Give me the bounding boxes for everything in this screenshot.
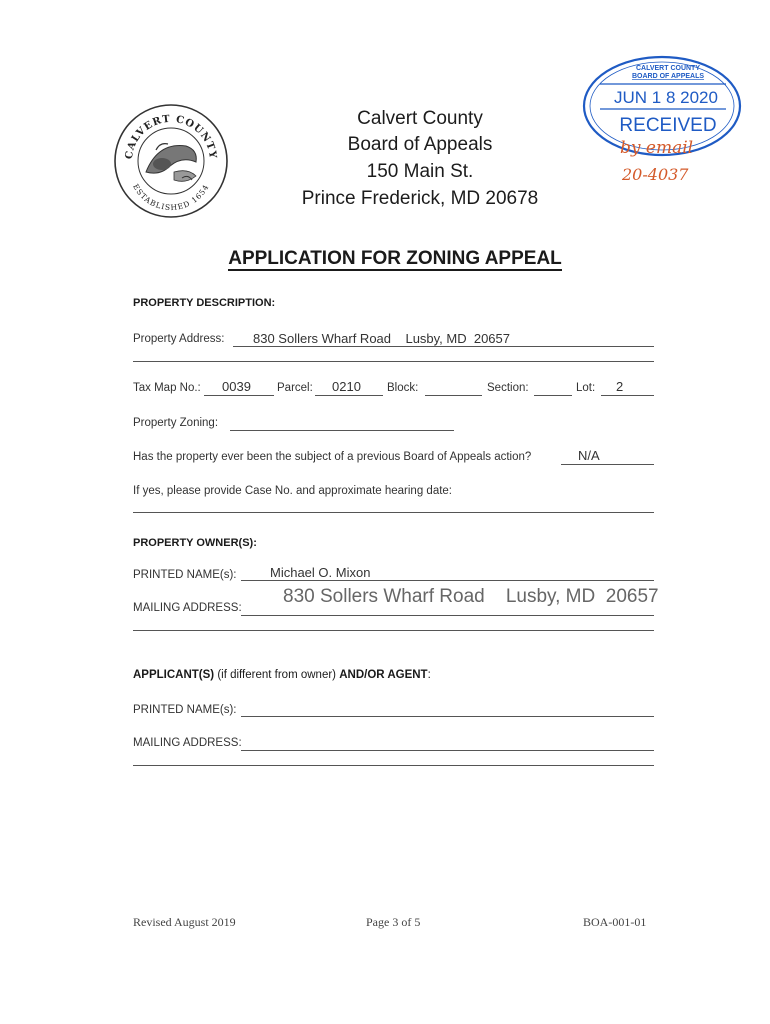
property-description-heading: PROPERTY DESCRIPTION: bbox=[133, 297, 276, 309]
property-address-line bbox=[233, 346, 654, 347]
parcel-value[interactable]: 0210 bbox=[332, 379, 361, 394]
svg-text:JUN 1 8 2020: JUN 1 8 2020 bbox=[614, 88, 718, 107]
lot-line bbox=[601, 395, 654, 396]
section-line[interactable] bbox=[534, 395, 572, 396]
parcel-label: Parcel: bbox=[277, 382, 313, 394]
stamp-case-number: 20-4037 bbox=[622, 165, 689, 184]
property-address-value[interactable]: 830 Sollers Wharf Road Lusby, MD 20657 bbox=[253, 331, 510, 346]
lot-value[interactable]: 2 bbox=[616, 379, 624, 394]
owner-mailing-label: MAILING ADDRESS: bbox=[133, 602, 242, 614]
property-zoning-label: Property Zoning: bbox=[133, 417, 219, 429]
applicant-mailing-line[interactable] bbox=[241, 750, 654, 751]
applicant-heading: APPLICANT(S) (if different from owner) AND/OR AGENT: bbox=[133, 669, 431, 681]
previous-action-value[interactable]: N/A bbox=[578, 448, 600, 463]
owner-name-value[interactable]: Michael O. Mixon bbox=[270, 565, 371, 580]
previous-action-line bbox=[561, 464, 654, 465]
form-title: APPLICATION FOR ZONING APPEAL bbox=[228, 248, 562, 269]
header-city: Prince Frederick, MD 20678 bbox=[301, 188, 539, 209]
property-owner-heading: PROPERTY OWNER(S): bbox=[133, 537, 257, 549]
lot-label: Lot: bbox=[576, 382, 596, 394]
applicant-name-line[interactable] bbox=[241, 716, 654, 717]
applicant-mailing-line-2[interactable] bbox=[133, 765, 654, 766]
stamp-note: by email bbox=[620, 138, 694, 158]
block-label: Block: bbox=[387, 382, 419, 394]
footer-revised: Revised August 2019 bbox=[133, 915, 236, 929]
tax-map-label: Tax Map No.: bbox=[133, 382, 201, 394]
tax-map-value[interactable]: 0039 bbox=[222, 379, 251, 394]
svg-text:BOARD OF APPEALS: BOARD OF APPEALS bbox=[631, 73, 705, 80]
property-address-line-2 bbox=[133, 361, 654, 362]
svg-text:ESTABLISHED 1654: ESTABLISHED 1654 bbox=[131, 182, 211, 213]
section-label: Section: bbox=[487, 382, 529, 394]
case-number-question: If yes, please provide Case No. and approximate hearing date: bbox=[133, 485, 452, 497]
property-zoning-line[interactable] bbox=[230, 430, 454, 431]
owner-name-line bbox=[241, 580, 654, 581]
previous-action-question: Has the property ever been the subject of a previous Board of Appeals action? bbox=[133, 451, 532, 463]
owner-name-label: PRINTED NAME(s): bbox=[133, 569, 237, 581]
applicant-mailing-label: MAILING ADDRESS: bbox=[133, 737, 242, 749]
header-board: Board of Appeals bbox=[347, 134, 493, 155]
case-number-line[interactable] bbox=[133, 512, 654, 513]
footer-page-number: Page 3 of 5 bbox=[366, 915, 421, 929]
owner-mailing-line-2 bbox=[133, 630, 654, 631]
footer-form-id: BOA-001-01 bbox=[583, 915, 647, 929]
svg-text:CALVERT COUNTY: CALVERT COUNTY bbox=[635, 65, 701, 72]
block-line[interactable] bbox=[425, 395, 482, 396]
header-street: 150 Main St. bbox=[366, 161, 474, 182]
owner-mailing-line bbox=[241, 615, 654, 616]
property-address-label: Property Address: bbox=[133, 333, 225, 345]
svg-text:RECEIVED: RECEIVED bbox=[619, 115, 717, 136]
svg-text:CALVERT COUNTY: CALVERT COUNTY bbox=[123, 113, 219, 160]
header-county: Calvert County bbox=[357, 108, 483, 129]
applicant-name-label: PRINTED NAME(s): bbox=[133, 704, 237, 716]
county-seal-logo bbox=[112, 102, 230, 220]
parcel-line bbox=[315, 395, 383, 396]
tax-map-line bbox=[204, 395, 274, 396]
owner-mailing-value[interactable]: 830 Sollers Wharf Road Lusby, MD 20657 bbox=[283, 586, 659, 607]
